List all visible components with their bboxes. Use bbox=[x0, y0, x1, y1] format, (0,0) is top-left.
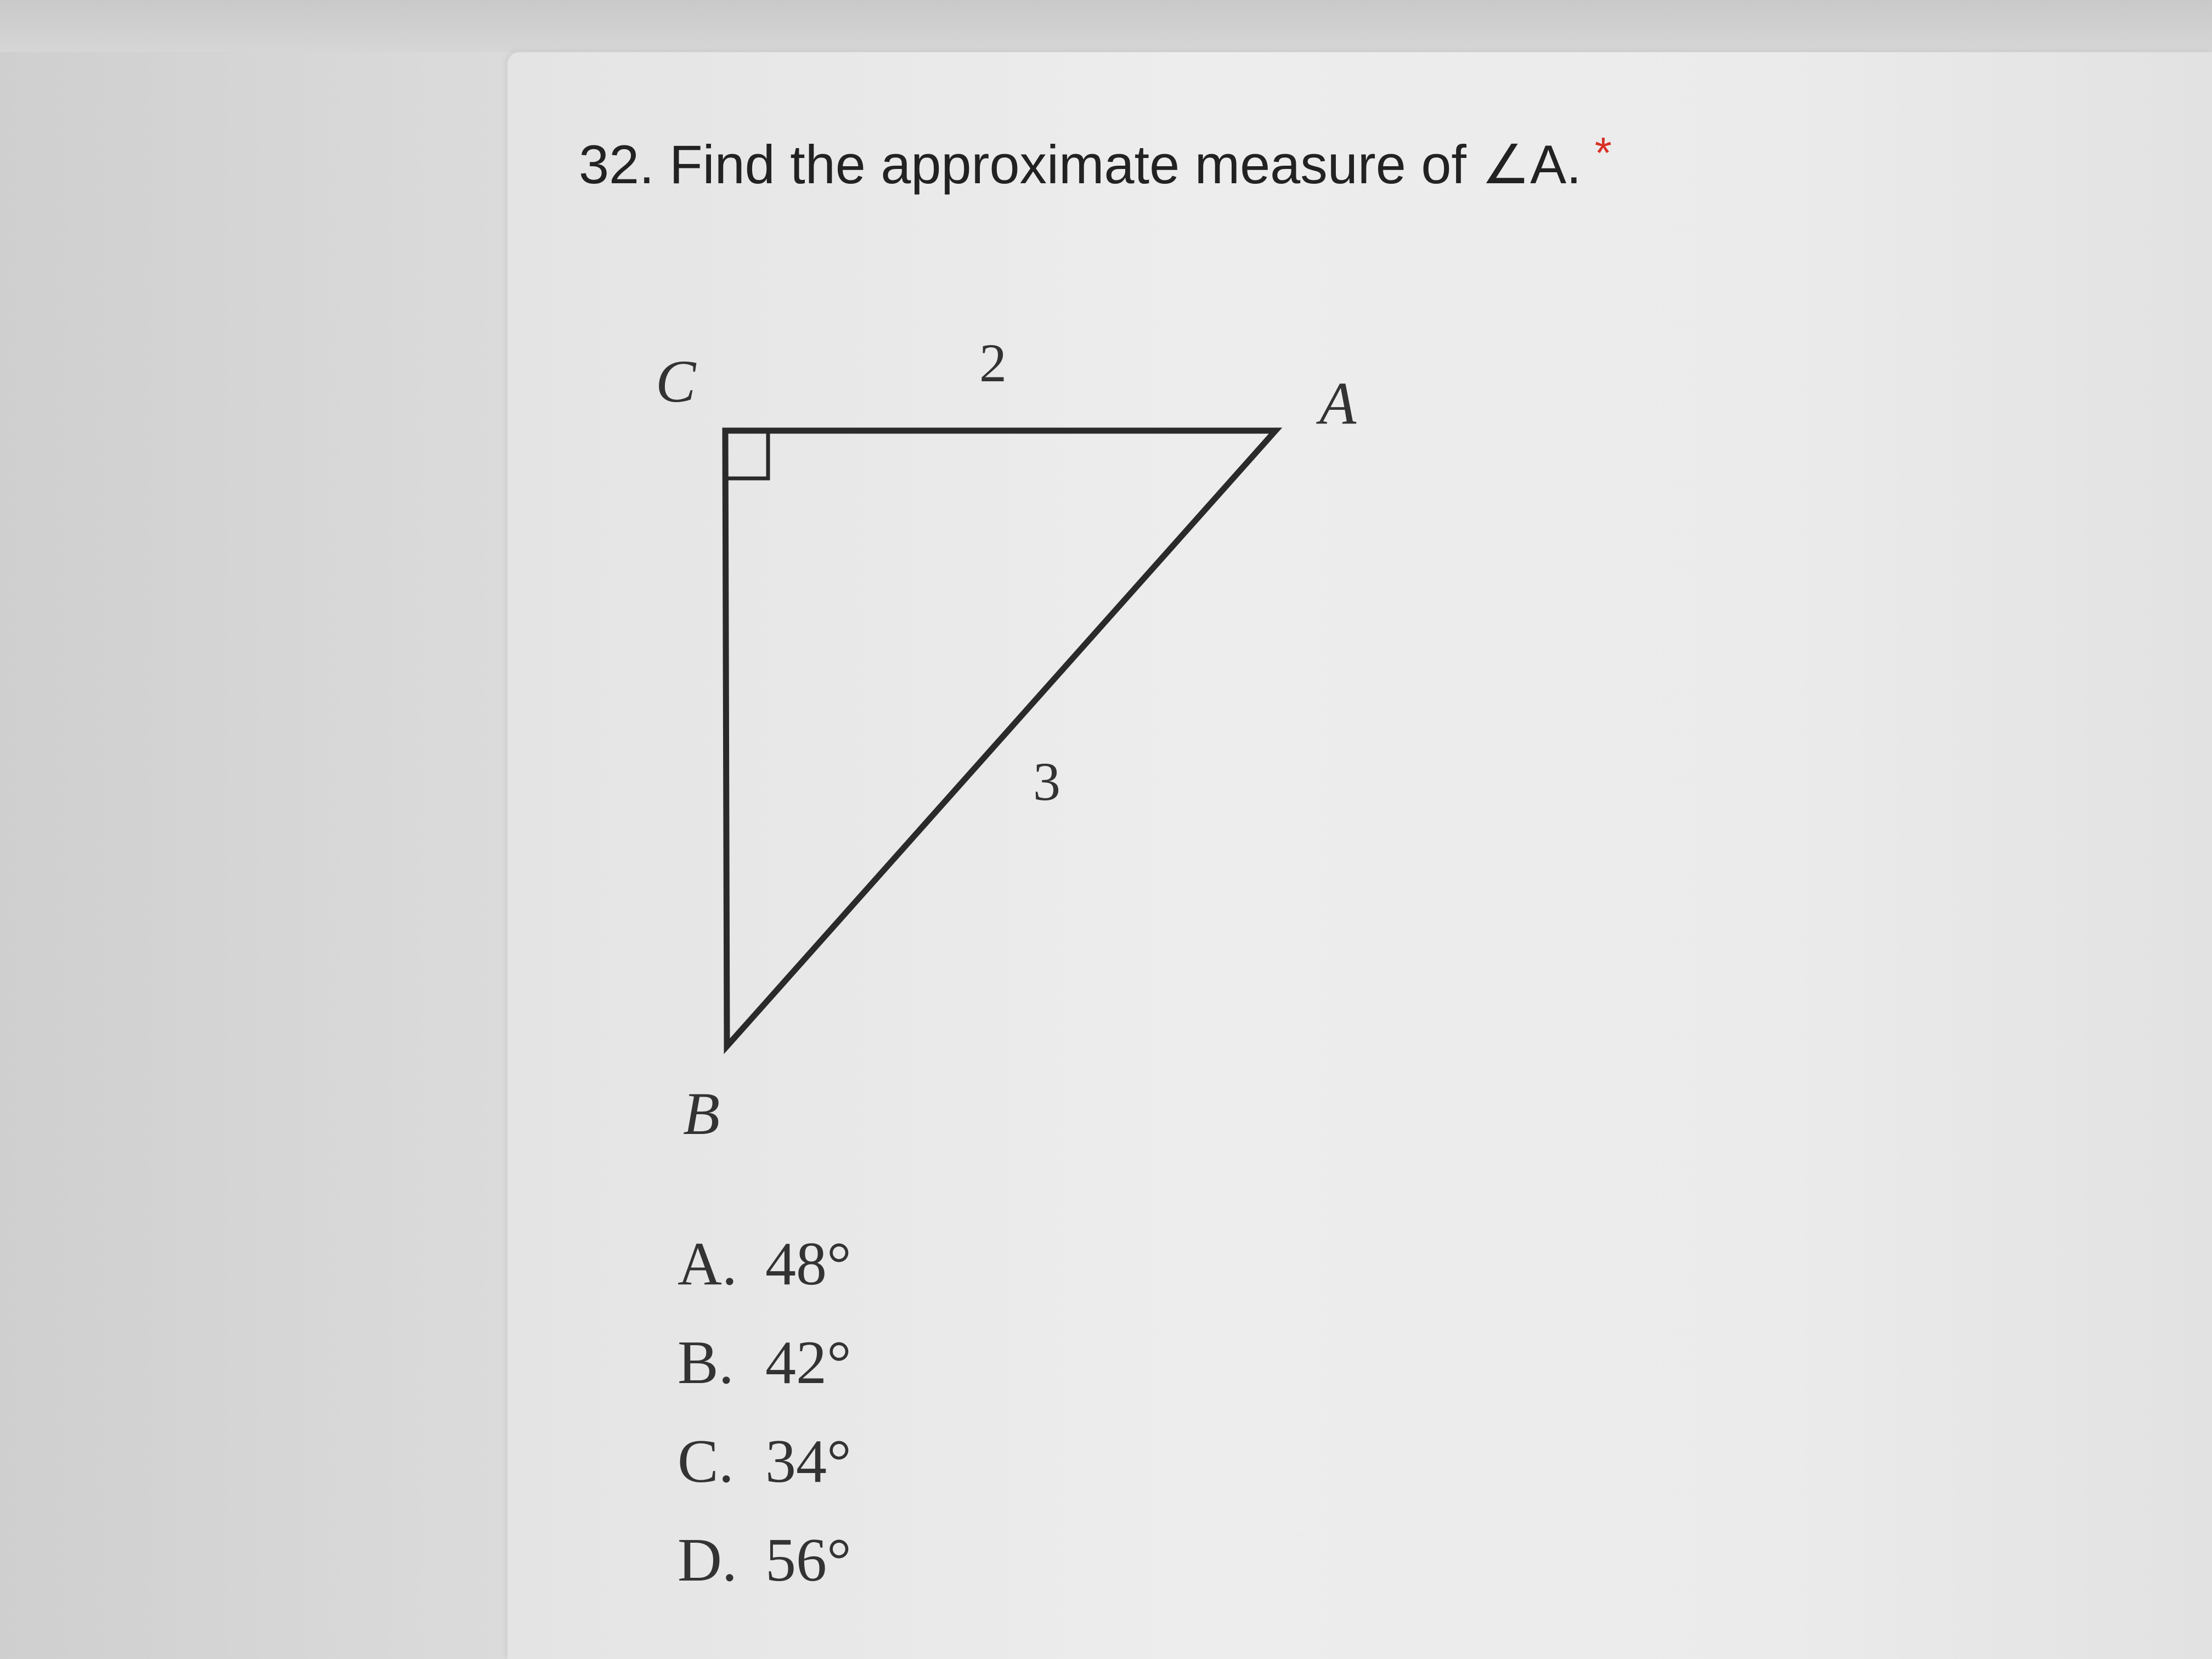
vertex-label-a: A bbox=[1319, 370, 1357, 437]
vertex-label-b: B bbox=[683, 1080, 720, 1147]
choice-value: 56° bbox=[765, 1526, 851, 1594]
required-asterisk: * bbox=[1594, 128, 1612, 177]
side-label-ab: 3 bbox=[1033, 751, 1060, 812]
choice-letter: D. bbox=[678, 1526, 737, 1594]
choice-letter: B. bbox=[678, 1329, 734, 1397]
vertex-label-c: C bbox=[656, 348, 696, 415]
choice-b bbox=[678, 1328, 851, 1426]
choice-d bbox=[678, 1525, 851, 1624]
choice-letter: A. bbox=[678, 1230, 737, 1298]
question-text: 32. Find the approximate measure of ∠A. bbox=[579, 134, 1582, 195]
choice-c bbox=[678, 1426, 851, 1525]
right-angle-marker bbox=[725, 431, 768, 478]
choice-letter: C. bbox=[678, 1427, 734, 1496]
answer-choices bbox=[678, 1229, 851, 1624]
choice-value: 48° bbox=[765, 1230, 851, 1298]
choice-value: 42° bbox=[765, 1329, 851, 1397]
question-title bbox=[579, 129, 1612, 195]
side-label-ca: 2 bbox=[979, 332, 1007, 393]
choice-a bbox=[678, 1229, 851, 1328]
triangle-figure bbox=[603, 307, 1481, 1185]
browser-top-band bbox=[0, 0, 2212, 52]
choice-value: 34° bbox=[765, 1427, 851, 1496]
right-triangle bbox=[725, 431, 1276, 1046]
